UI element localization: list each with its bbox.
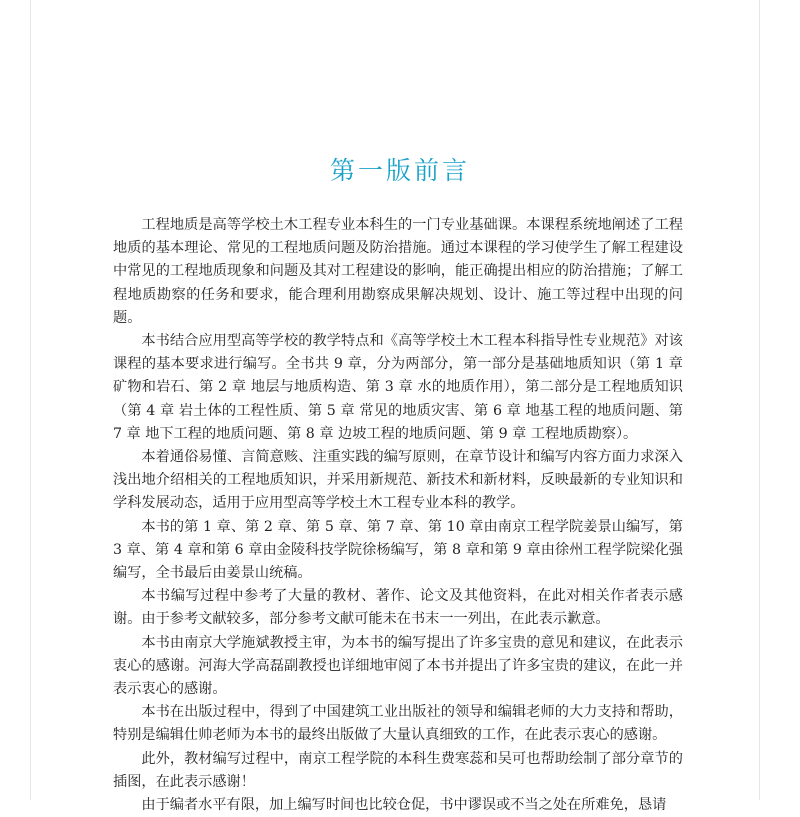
paragraph: 本书在出版过程中，得到了中国建筑工业出版社的领导和编辑老师的大力支持和帮助，特别是编辑仕帅老师为本书的最终出版做了大量认真细致的工作，在此表示衷心的感谢。 — [113, 704, 683, 744]
paragraph: 由于编者水平有限，加上编写时间也比较仓促，书中谬误或不当之处在所难免，恳请 — [141, 797, 667, 814]
paragraph: 此外，教材编写过程中，南京工程学院的本科生费寒蕊和吴可也帮助绘制了部分章节的插图，在此表示感谢！ — [113, 750, 683, 790]
paragraph: 本书结合应用型高等学校的教学特点和《高等学校土木工程本科指导性专业规范》对该课程的基本要求进行编写。全书共 9 章，分为两部分，第一部分是基础地质知识（第 1 章 矿物和岩石、第 2 章 地层与地质构造、第 3 章 水的地质作用），第二部分是工程地质知识（第 4 章 岩土体的工程性质、第 5 章 常见的地质灾害、第 6 章 地基工程的地质问题、第 7 章 地下工程的地质问题、第 8 章 边坡工程的地质问题、第 9 章 工程地质勘察）。 — [113, 333, 683, 442]
paragraph: 本着通俗易懂、言简意赅、注重实践的编写原则，在章节设计和编写内容方面力求深入浅出地介绍相关的工程地质知识，并采用新规范、新技术和新材料，反映最新的专业知识和学科发展动态，适用于应用型高等学校土木工程专业本科的教学。 — [113, 449, 683, 512]
paragraph: 本书的第 1 章、第 2 章、第 5 章、第 7 章、第 10 章由南京工程学院姜景山编写，第 3 章、第 4 章和第 6 章由金陵科技学院徐杨编写，第 8 章和第 9 章由徐州工程学院梁化强编写，全书最后由姜景山统稿。 — [113, 518, 683, 582]
preface-body — [113, 214, 683, 817]
paragraph: 本书编写过程中参考了大量的教材、著作、论文及其他资料，在此对相关作者表示感谢。由于参考文献较多，部分参考文献可能未在书末一一列出，在此表示歉意。 — [113, 588, 683, 628]
paragraph: 工程地质是高等学校土木工程专业本科生的一门专业基础课。本课程系统地阐述了工程地质的基本理论、常见的工程地质问题及防治措施。通过本课程的学习使学生了解工程建设中常见的工程地质现象和问题及其对工程建设的影响，能正确提出相应的防治措施；了解工程地质勘察的任务和要求，能合理利用勘察成果解决规划、设计、施工等过程中出现的问题。 — [113, 217, 683, 326]
page-title: 第一版前言 — [329, 156, 470, 185]
paragraph: 本书由南京大学施斌教授主审，为本书的编写提出了许多宝贵的意见和建议，在此表示衷心的感谢。河海大学高磊副教授也详细地审阅了本书并提出了许多宝贵的建议，在此一并表示衷心的感谢。 — [113, 634, 683, 698]
